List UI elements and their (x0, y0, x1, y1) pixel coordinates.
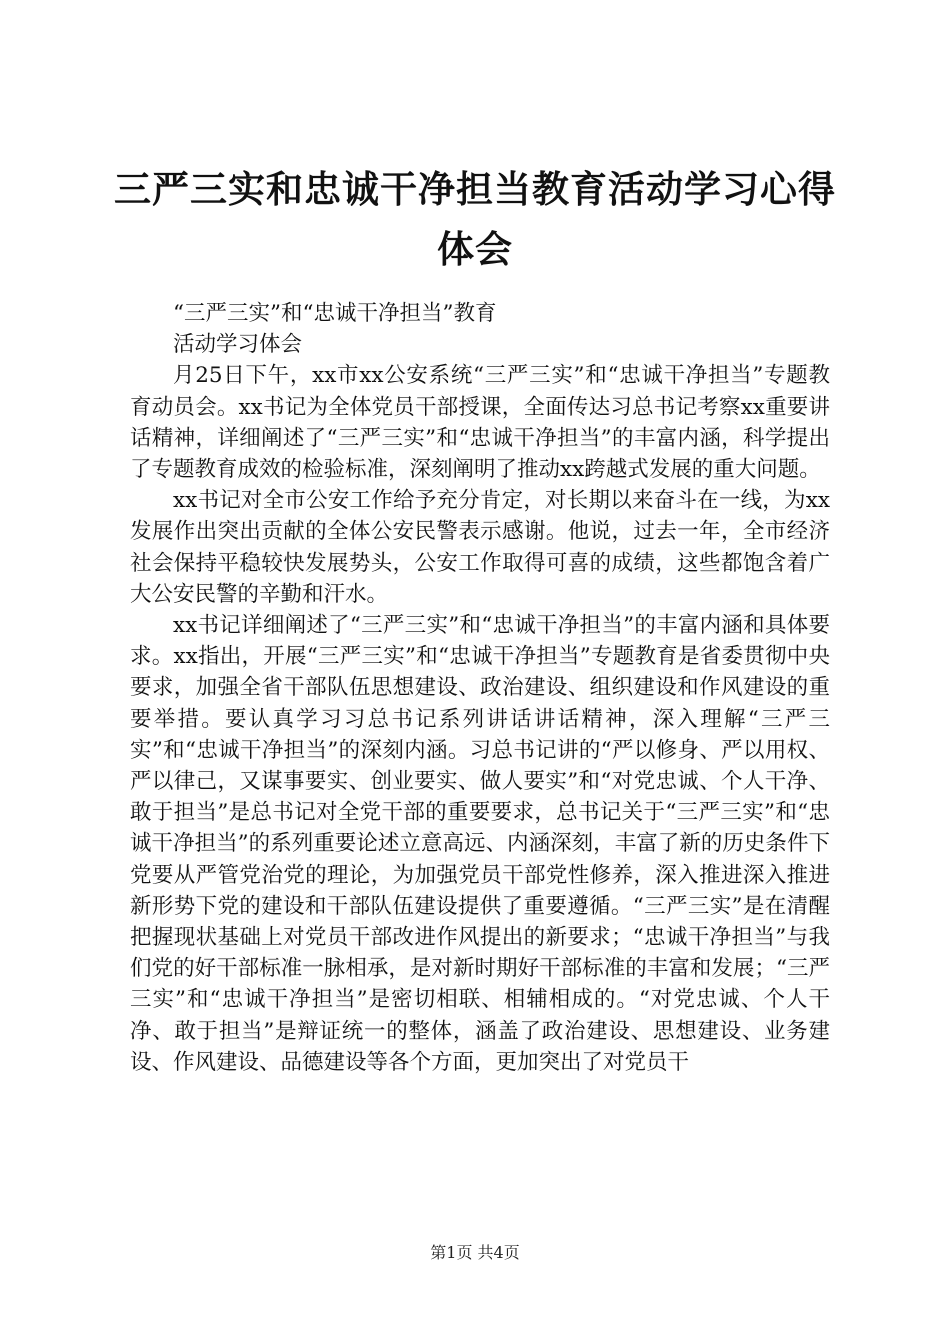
document-body (130, 298, 830, 1078)
page-footer: 第1页 共4页 (430, 1243, 520, 1262)
paragraph: xx书记对全市公安工作给予充分肯定，对长期以来奋斗在一线，为xx发展作出突出贡献的全体公安民警表示感谢。他说，过去一年，全市经济社会保持平稳较快发展势头，公安工作取得可喜的成绩，这些都饱含着广大公安民警的辛勤和汗水。 (130, 488, 830, 607)
paragraph: xx书记详细阐述了“三严三实”和“忠诚干净担当”的丰富内涵和具体要求。xx指出，开展“三严三实”和“忠诚干净担当”专题教育是省委贯彻中央要求，加强全省干部队伍思想建设、政治建设、组织建设和作风建设的重要举措。要认真学习习总书记系列讲话讲话精神，深入理解“三严三实”和“忠诚干净担当”的深刻内涵。习总书记讲的“严以修身、严以用权、严以律己，又谋事要实、创业要实、做人要实”和“对党忠诚、个人干净、敢于担当”是总书记对全党干部的重要要求，总书记关于“三严三实”和“忠诚干净担当”的系列重要论述立意高远、内涵深刻，丰富了新的历史条件下党要从严管党治党的理论，为加强党员干部党性修养，深入推进深入推进新形势下党的建设和干部队伍建设提供了重要遵循。“三严三实”是在清醒把握现状基础上对党员干部改进作风提出的新要求；“忠诚干净担当”与我们党的好干部标准一脉相承，是对新时期好干部标准的丰富和发展；“三严三实”和“忠诚干净担当”是密切相联、相辅相成的。“对党忠诚、个人干净、敢于担当”是辩证统一的整体，涵盖了政治建设、思想建设、业务建设、作风建设、品德建设等各个方面，更加突出了对党员干 (130, 613, 830, 1075)
paragraph: 月25日下午，xx市xx公安系统“三严三实”和“忠诚干净担当”专题教育动员会。xx书记为全体党员干部授课，全面传达习总书记考察xx重要讲话精神，详细阐述了“三严三实”和“忠诚干净担当”的丰富内涵，科学提出了专题教育成效的检验标准，深刻阐明了推动xx跨越式发展的重大问题。 (130, 363, 830, 483)
document-title: 三严三实和忠诚干净担当教育活动学习心得体会 (114, 168, 836, 271)
subtitle-line-2: 活动学习体会 (173, 332, 303, 358)
subtitle-line-1: “三严三实”和“忠诚干净担当”教育 (173, 301, 497, 326)
